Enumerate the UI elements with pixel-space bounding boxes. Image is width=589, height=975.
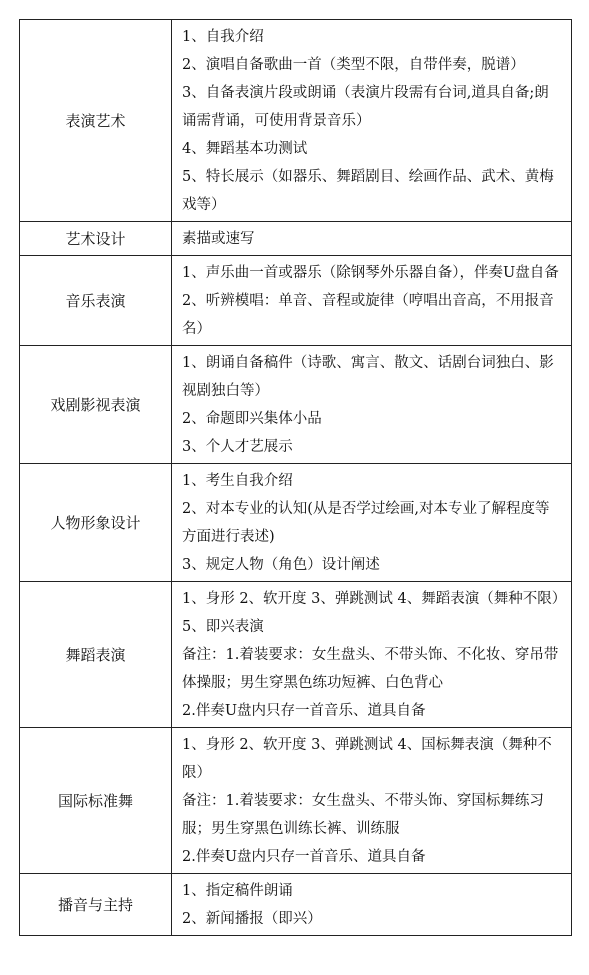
requirement-line: 4、舞蹈基本功测试 bbox=[182, 141, 308, 157]
table-row bbox=[20, 728, 572, 874]
requirement-line: 2、命题即兴集体小品 bbox=[182, 411, 322, 427]
requirement-line: 2.伴奏U盘内只存一首音乐、道具自备 bbox=[182, 703, 426, 719]
major-name: 戏剧影视表演 bbox=[20, 346, 172, 464]
major-name: 舞蹈表演 bbox=[20, 582, 172, 728]
major-name: 国际标准舞 bbox=[20, 728, 172, 874]
major-name: 音乐表演 bbox=[20, 256, 172, 346]
requirement-line: 1、朗诵自备稿件（诗歌、寓言、散文、话剧台词独白、影视剧独白等） bbox=[182, 355, 554, 399]
requirement-cell bbox=[172, 222, 572, 256]
table-row bbox=[20, 464, 572, 582]
major-name: 播音与主持 bbox=[20, 874, 172, 936]
table-row bbox=[20, 874, 572, 936]
requirement-line: 2、对本专业的认知(从是否学过绘画,对本专业了解程度等方面进行表述) bbox=[182, 501, 550, 545]
requirement-line: 1、声乐曲一首或器乐（除钢琴外乐器自备），伴奏U盘自备 bbox=[182, 265, 559, 281]
requirement-line: 2、演唱自备歌曲一首（类型不限，自带伴奏，脱谱） bbox=[182, 57, 525, 73]
table-row bbox=[20, 582, 572, 728]
requirement-line: 1、指定稿件朗诵 bbox=[182, 883, 293, 899]
requirement-line: 3、自备表演片段或朗诵（表演片段需有台词,道具自备;朗诵需背诵，可使用背景音乐） bbox=[182, 85, 549, 129]
requirement-line: 3、规定人物（角色）设计阐述 bbox=[182, 557, 380, 573]
requirement-line: 3、个人才艺展示 bbox=[182, 439, 293, 455]
requirement-line: 备注：1.着装要求：女生盘头、不带头饰、不化妆、穿吊带体操服；男生穿黑色练功短裤、白色背心 bbox=[182, 647, 559, 691]
requirement-line: 2.伴奏U盘内只存一首音乐、道具自备 bbox=[182, 849, 426, 865]
major-name: 表演艺术 bbox=[20, 20, 172, 222]
requirement-cell bbox=[172, 582, 572, 728]
table-row bbox=[20, 256, 572, 346]
requirement-cell bbox=[172, 256, 572, 346]
requirement-line: 1、考生自我介绍 bbox=[182, 473, 293, 489]
requirement-cell bbox=[172, 728, 572, 874]
requirement-line: 5、特长展示（如器乐、舞蹈剧目、绘画作品、武术、黄梅戏等） bbox=[182, 169, 554, 213]
major-name: 人物形象设计 bbox=[20, 464, 172, 582]
table-row bbox=[20, 346, 572, 464]
requirement-cell bbox=[172, 346, 572, 464]
requirement-cell bbox=[172, 464, 572, 582]
requirement-line: 2、听辨模唱：单音、音程或旋律（哼唱出音高，不用报音名） bbox=[182, 293, 554, 337]
requirement-line: 1、身形 2、软开度 3、弹跳测试 4、舞蹈表演（舞种不限）5、即兴表演 bbox=[182, 591, 559, 635]
requirement-line: 素描或速写 bbox=[182, 231, 255, 247]
requirement-line: 1、自我介绍 bbox=[182, 29, 264, 45]
requirement-cell bbox=[172, 20, 572, 222]
requirement-line: 1、身形 2、软开度 3、弹跳测试 4、国标舞表演（舞种不限） bbox=[182, 737, 552, 781]
exam-requirements-table bbox=[19, 19, 572, 936]
major-name: 艺术设计 bbox=[20, 222, 172, 256]
requirement-cell bbox=[172, 874, 572, 936]
table-row bbox=[20, 20, 572, 222]
requirement-line: 备注：1.着装要求：女生盘头、不带头饰、穿国标舞练习服；男生穿黑色训练长裤、训练服 bbox=[182, 793, 544, 837]
requirement-line: 2、新闻播报（即兴） bbox=[182, 911, 322, 927]
table-row bbox=[20, 222, 572, 256]
